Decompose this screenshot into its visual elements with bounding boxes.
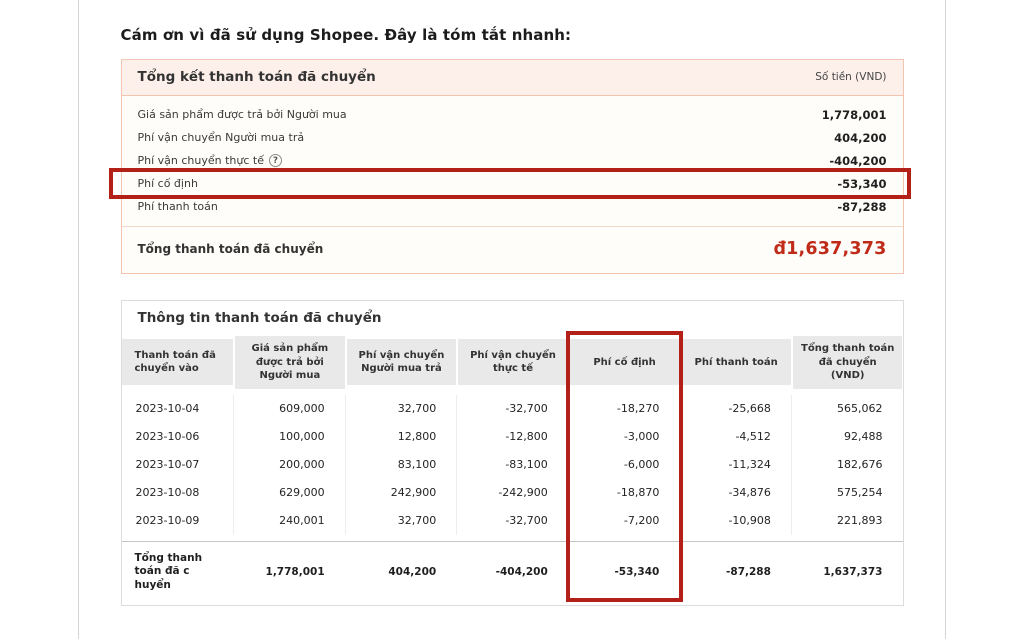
summary-amount-header: Số tiền (VND) bbox=[815, 71, 887, 83]
report-page bbox=[78, 0, 946, 639]
cell-value: -10,908 bbox=[679, 507, 791, 535]
summary-title: Tổng kết thanh toán đã chuyển bbox=[137, 69, 376, 85]
table-row bbox=[122, 423, 903, 451]
summary-row-value: 1,778,001 bbox=[821, 107, 887, 122]
summary-row-buyer-shipping-fee bbox=[122, 126, 903, 149]
total-value: -87,288 bbox=[726, 565, 771, 578]
cell-value-fixed-fee: -6,000 bbox=[568, 451, 680, 479]
cell-date: 2023-10-09 bbox=[135, 514, 200, 527]
summary-row-actual-shipping-fee bbox=[122, 149, 903, 172]
column-header: Phí vận chuyển thực tế bbox=[456, 339, 568, 385]
summary-row-value: -53,340 bbox=[837, 176, 887, 191]
column-header: Phí thanh toán bbox=[679, 339, 791, 385]
summary-total-value: đ1,637,373 bbox=[773, 239, 887, 259]
cell-date: 2023-10-07 bbox=[135, 458, 200, 471]
table-row bbox=[122, 507, 903, 535]
cell-value-fixed-fee: -18,270 bbox=[568, 395, 680, 423]
details-panel bbox=[121, 300, 904, 606]
cell-date: 2023-10-08 bbox=[135, 486, 200, 499]
cell-value: -83,100 bbox=[456, 451, 568, 479]
column-header: Phí vận chuyển Người mua trả bbox=[345, 339, 457, 385]
cell-value: -32,700 bbox=[456, 395, 568, 423]
summary-row-label-text: Phí vận chuyển thực tế bbox=[137, 154, 264, 167]
cell-value: -12,800 bbox=[456, 423, 568, 451]
cell-value: 200,000 bbox=[233, 451, 345, 479]
cell-date: 2023-10-06 bbox=[135, 430, 200, 443]
summary-row-product-price bbox=[122, 103, 903, 126]
summary-row-label: Giá sản phẩm được trả bởi Người mua bbox=[137, 108, 347, 121]
table-row bbox=[122, 479, 903, 507]
cell-value: -4,512 bbox=[679, 423, 791, 451]
summary-total-label: Tổng thanh toán đã chuyển bbox=[137, 242, 324, 256]
summary-body bbox=[122, 96, 903, 273]
summary-panel bbox=[121, 59, 904, 274]
page-title: Cám ơn vì đã sử dụng Shopee. Đây là tóm tắt nhanh: bbox=[120, 26, 572, 44]
cell-value: -32,700 bbox=[456, 507, 568, 535]
cell-value: -11,324 bbox=[679, 451, 791, 479]
table-row bbox=[122, 395, 903, 423]
cell-value: -34,876 bbox=[679, 479, 791, 507]
summary-total-row bbox=[122, 227, 903, 273]
details-body bbox=[122, 389, 903, 606]
cell-date: 2023-10-04 bbox=[135, 402, 200, 415]
cell-value: 100,000 bbox=[233, 423, 345, 451]
cell-value: 242,900 bbox=[345, 479, 457, 507]
cell-value-fixed-fee: -18,870 bbox=[568, 479, 680, 507]
summary-row-value: -404,200 bbox=[829, 153, 887, 168]
summary-row-label: Phí thanh toán bbox=[137, 200, 218, 213]
cell-value: 221,893 bbox=[791, 507, 903, 535]
cell-value: 629,000 bbox=[233, 479, 345, 507]
cell-value: 565,062 bbox=[791, 395, 903, 423]
column-header: Giá sản phẩm được trả bởi Người mua bbox=[233, 336, 345, 389]
help-icon[interactable]: ? bbox=[269, 154, 282, 167]
total-value-fixed-fee: -53,340 bbox=[614, 565, 660, 578]
summary-row-fixed-fee bbox=[122, 172, 903, 195]
total-value: -404,200 bbox=[495, 565, 548, 578]
cell-value-fixed-fee: -3,000 bbox=[568, 423, 680, 451]
cell-value: 609,000 bbox=[233, 395, 345, 423]
cell-value: -25,668 bbox=[679, 395, 791, 423]
summary-panel-header bbox=[122, 60, 903, 96]
cell-value: 32,700 bbox=[345, 395, 457, 423]
summary-row-label: Phí cố định bbox=[137, 177, 198, 190]
total-label: Tổng thanh toán đã c huyển bbox=[134, 551, 203, 591]
cell-value: 92,488 bbox=[791, 423, 903, 451]
table-row bbox=[122, 451, 903, 479]
cell-value-fixed-fee: -7,200 bbox=[568, 507, 680, 535]
cell-value: 182,676 bbox=[791, 451, 903, 479]
summary-row-label bbox=[138, 154, 283, 167]
cell-value: 83,100 bbox=[345, 451, 457, 479]
summary-row-value: 404,200 bbox=[834, 130, 887, 145]
cell-value: -242,900 bbox=[456, 479, 568, 507]
cell-value: 32,700 bbox=[345, 507, 457, 535]
total-value: 1,637,373 bbox=[823, 565, 883, 578]
summary-row-value: -87,288 bbox=[837, 199, 887, 214]
details-total-row bbox=[122, 541, 903, 606]
summary-row-payment-fee bbox=[122, 195, 903, 218]
details-title: Thông tin thanh toán đã chuyển bbox=[137, 310, 382, 326]
cell-value: 240,001 bbox=[233, 507, 345, 535]
details-header-row bbox=[122, 336, 903, 389]
column-header-fixed-fee: Phí cố định bbox=[568, 339, 680, 385]
cell-value: 575,254 bbox=[791, 479, 903, 507]
cell-value: 12,800 bbox=[345, 423, 457, 451]
total-value: 404,200 bbox=[388, 565, 437, 578]
total-value: 1,778,001 bbox=[265, 565, 325, 578]
column-header: Thanh toán đã chuyển vào bbox=[122, 339, 234, 385]
column-header: Tổng thanh toán đã chuyển (VND) bbox=[791, 336, 903, 389]
summary-row-label: Phí vận chuyển Người mua trả bbox=[137, 131, 305, 144]
